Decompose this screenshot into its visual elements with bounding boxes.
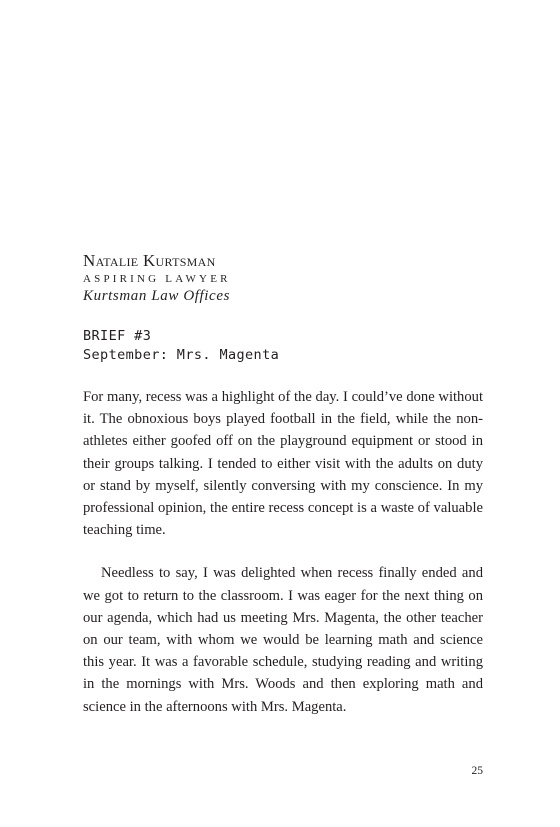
author-organization: Kurtsman Law Offices bbox=[83, 288, 231, 304]
body-text bbox=[83, 386, 483, 718]
chapter-header bbox=[83, 251, 483, 305]
paragraph: For many, recess was a highlight of the day. I could’ve done without it. The obnoxious boys played football in the field, while the non-athletes either goofed off on the playground equipment or stood in their groups talking. I tended to either visit with the adults on duty or stand by myself, silently conversing with my conscience. In my professional opinion, the entire recess concept is a waste of valuable teaching time. bbox=[83, 389, 483, 539]
page-number: 25 bbox=[471, 765, 483, 777]
paragraph: Needless to say, I was delighted when recess finally ended and we got to return to the classroom. I was eager for the next thing on our agenda, which had us meeting Mrs. Magenta, the other teacher on our team, with whom we would be learning math and science this year. It was a favorable schedule, studying reading and writing in the mornings with Mrs. Woods and then exploring math and science in the afternoons with Mrs. Magenta. bbox=[83, 565, 483, 715]
author-role: ASPIRING LAWYER bbox=[83, 273, 231, 285]
brief-number: BRIEF #3 bbox=[83, 328, 152, 344]
author-name: Natalie Kurtsman bbox=[83, 251, 216, 270]
brief-heading bbox=[83, 327, 483, 365]
brief-subtitle: September: Mrs. Magenta bbox=[83, 347, 280, 363]
